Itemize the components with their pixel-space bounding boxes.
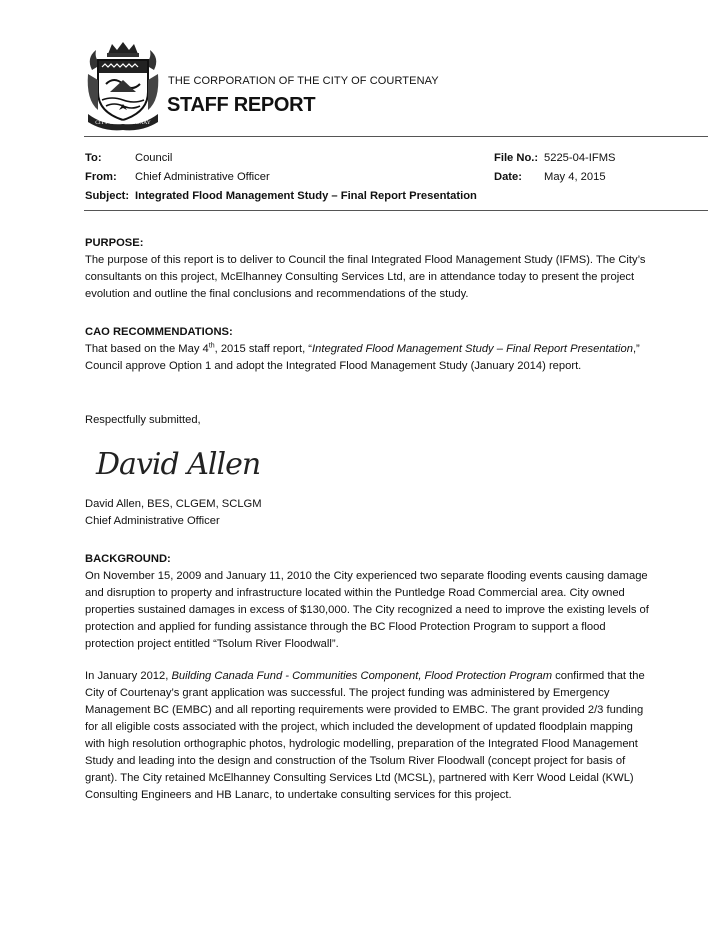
meta-divider [84,210,708,211]
from-value: Chief Administrative Officer [135,171,270,183]
signatory-position: Chief Administrative Officer [85,514,220,527]
date-value: May 4, 2015 [544,171,606,183]
closing-text: Respectfully submitted, [85,414,201,426]
background-paragraph-1: On November 15, 2009 and January 11, 2010 the City experienced two separate flooding events causing damage and disruption to property and infrastructure located within the Puntledge Road Commercial area. City owned properties sustained damages in excess of $130,000. The City recognized a need to improve the existing levels of protection and applied for funding assistance through the BC Flood Protection Program to support a flood protection project entitled “Tsolum River Floodwall”. [85,569,649,650]
date-label: Date: [494,171,522,183]
purpose-heading: PURPOSE: [85,237,144,249]
file-number-label: File No.: [494,152,539,164]
organization-name: THE CORPORATION OF THE CITY OF COURTENAY [168,75,439,87]
header-divider [84,136,708,137]
subject-label: Subject: [85,190,130,202]
background-paragraph-2: In January 2012, Building Canada Fund - Communities Component, Flood Protection Program confirmed that the City of Courtenay’s grant application was successful. The project funding was administered by Emergency Management BC (EMBC) and all reporting requirements were provided to EMBC. The grant provided 2/3 funding for all eligible costs associated with the project, which included the development of updated floodplain mapping with high resolution orthographic photos, hydrologic modelling, preparation of the Integrated Flood Management Study and leading into the design and construction of the Tsolum River Floodwall (concept project for basis of grant). The City retained McElhanney Consulting Services Ltd (MCSL), partnered with Kerr Wood Leidal (KWL) Consulting Engineers and HB Lanarc, to undertake consulting services for this project. [85,670,645,801]
report-title: STAFF REPORT [167,94,316,116]
svg-text:David Allen: David Allen [96,447,261,482]
from-label: From: [85,171,117,183]
crest-motto-text: CITY OF COURTENAY [95,120,151,126]
recommendations-text: That based on the May 4th, 2015 staff report, “Integrated Flood Management Study – Final Report Presentation,” Council approve Option 1 and adopt the Integrated Flood Management Study (January 2014) report. [85,342,640,372]
signatory-block [85,496,653,530]
city-crest-logo [84,40,162,128]
file-number-value: 5225-04-IFMS [544,152,616,164]
purpose-section [85,235,653,303]
background-heading: BACKGROUND: [85,553,171,565]
to-label: To: [85,152,102,164]
purpose-text: The purpose of this report is to deliver to Council the final Integrated Flood Management Study (IFMS). The City’s consultants on this project, McElhanney Consulting Services Ltd, are in attendance today to present the project evolution and outline the final conclusions and recommendations of the study. [85,253,646,300]
recommendations-section [85,324,653,375]
to-value: Council [135,152,173,164]
signature [92,432,261,492]
background-section [85,551,653,804]
recommendations-heading: CAO RECOMMENDATIONS: [85,326,233,338]
subject-value: Integrated Flood Management Study – Final Report Presentation [135,190,477,202]
signatory-name: David Allen, BES, CLGEM, SCLGM [85,498,262,510]
